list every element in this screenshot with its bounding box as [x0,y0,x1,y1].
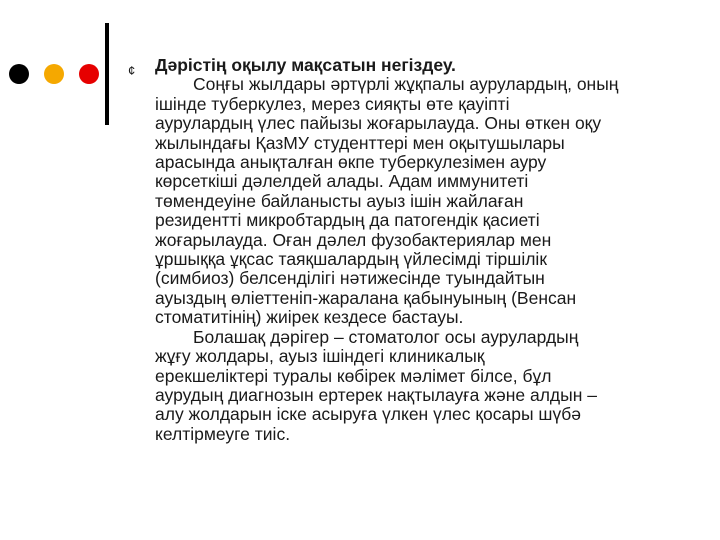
paragraph-line: жылындағы ҚазМУ студенттері мен оқытушылары [155,132,565,153]
decorative-dots [9,64,99,84]
paragraph-line: ішінде туберкулез, мерез сияқты өте қауіпті [155,93,510,114]
slide-text [155,56,675,444]
paragraph-line: резидентті микробтардың да патогендік қасиеті [155,210,540,231]
paragraph-line: аурулардың үлес пайызы жоғарылауда. Оны өткен оқу [155,113,602,134]
paragraph-line: жұғу жолдары, ауыз ішіндегі клиникалық [155,346,485,367]
heading: Дәрістің оқылу мақсатын негіздеу. [155,55,456,75]
paragraph-line: аурудың диагнозын ертерек нақтылауға және алдын – [155,384,597,405]
paragraph-line: (симбиоз) белсенділігі нәтижесінде туындайтын [155,268,545,289]
black-dot [9,64,29,84]
red-dot [79,64,99,84]
paragraph-line: стоматитінің) жиірек кездесе бастауы. [155,307,464,328]
paragraph-line: алу жолдарын іске асыруға үлкен үлес қосары шүбә [155,404,581,425]
paragraph-line: арасында анықталған өкпе туберкулезімен ауру [155,152,547,173]
paragraph-line: келтірмеуге тиіс. [155,423,291,444]
paragraph-line: төмендеуіне байланысты ауыз ішін жайлаған [155,190,524,211]
paragraph-line: Болашақ дәрігер – стоматолог осы аурулардың [193,326,579,347]
vertical-divider [105,23,109,125]
paragraph-line: жоғарылауда. Оған дәлел фузобактериялар мен [155,229,552,250]
paragraph-line: ұршыққа ұқсас таяқшалардың үйлесімді тіршілік [155,249,547,270]
paragraph-line: ерекшеліктері туралы көбірек мәлімет білсе, бұл [155,365,552,386]
paragraph-line: ауыздың өліеттеніп-жаралана қабынуының (Венсан [155,287,577,308]
orange-dot [44,64,64,84]
paragraph-line: көрсеткіші дәлелдей алады. Адам иммунитеті [155,171,529,192]
bullet-icon: ¢ [128,63,136,78]
paragraph-line: Соңғы жылдары әртүрлі жұқпалы аурулардың, оның [193,74,619,95]
